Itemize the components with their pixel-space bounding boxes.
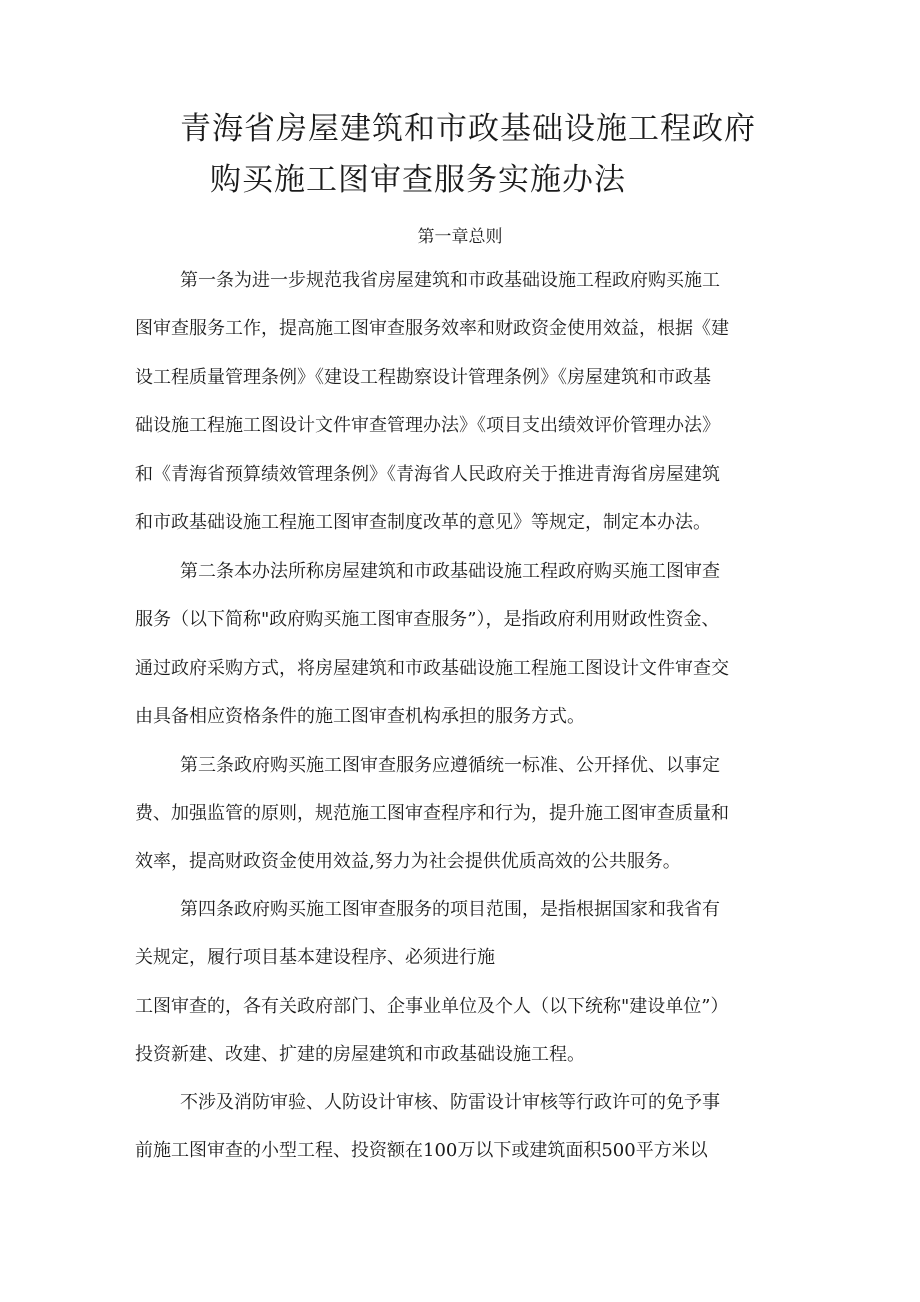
article-4-line: 第四条政府购买施工图审查服务的项目范围，是指根据国家和我省有 [180,899,720,920]
document-title-line-1: 青海省房屋建筑和市政基础设施工程政府 [180,111,756,147]
article-1-line: 设工程质量管理条例》《建设工程勘察设计管理条例》《房屋建筑和市政基 [135,367,711,388]
article-1-line: 础设施工程施工图设计文件审查管理办法》《项目支出绩效评价管理办法》 [135,415,720,436]
article-4-line: 投资新建、改建、扩建的房屋建筑和市政基础设施工程。 [135,1044,585,1065]
article-2-line: 由具备相应资格条件的施工图审查机构承担的服务方式。 [135,706,585,727]
article-2-line: 服务（以下简称"政府购买施工图审查服务”），是指政府利用财政性资金、 [135,609,720,630]
article-4-line: 关规定，履行项目基本建设程序、必须进行施 [135,947,495,968]
exemption-paragraph-line: 前施工图审查的小型工程、投资额在100万以下或建筑面积500平方米以 [135,1140,708,1161]
article-1-line: 和《青海省预算绩效管理条例》《青海省人民政府关于推进青海省房屋建筑 [135,464,720,485]
article-1-line: 和市政基础设施工程施工图审查制度改革的意见》等规定，制定本办法。 [135,512,711,533]
article-3-line: 第三条政府购买施工图审查服务应遵循统一标准、公开择优、以事定 [180,755,720,776]
article-3-line: 效率，提高财政资金使用效益,努力为社会提供优质高效的公共服务。 [135,851,681,872]
article-4-line: 工图审查的，各有关政府部门、企事业单位及个人（以下统称"建设单位”） [135,996,729,1017]
article-1-line: 第一条为进一步规范我省房屋建筑和市政基础设施工程政府购买施工 [180,270,720,291]
article-1-line: 图审查服务工作，提高施工图审查服务效率和财政资金使用效益，根据《建 [135,318,729,339]
exemption-paragraph-line: 不涉及消防审验、人防设计审核、防雷设计审核等行政许可的免予事 [180,1092,720,1113]
article-3-line: 费、加强监管的原则，规范施工图审查程序和行为，提升施工图审查质量和 [135,803,729,824]
article-2-line: 通过政府采购方式，将房屋建筑和市政基础设施工程施工图设计文件审查交 [135,658,729,679]
document-title-line-2: 购买施工图审查服务实施办法 [210,162,626,198]
chapter-heading: 第一章总则 [417,227,503,247]
article-2-line: 第二条本办法所称房屋建筑和市政基础设施工程政府购买施工图审查 [180,561,720,582]
